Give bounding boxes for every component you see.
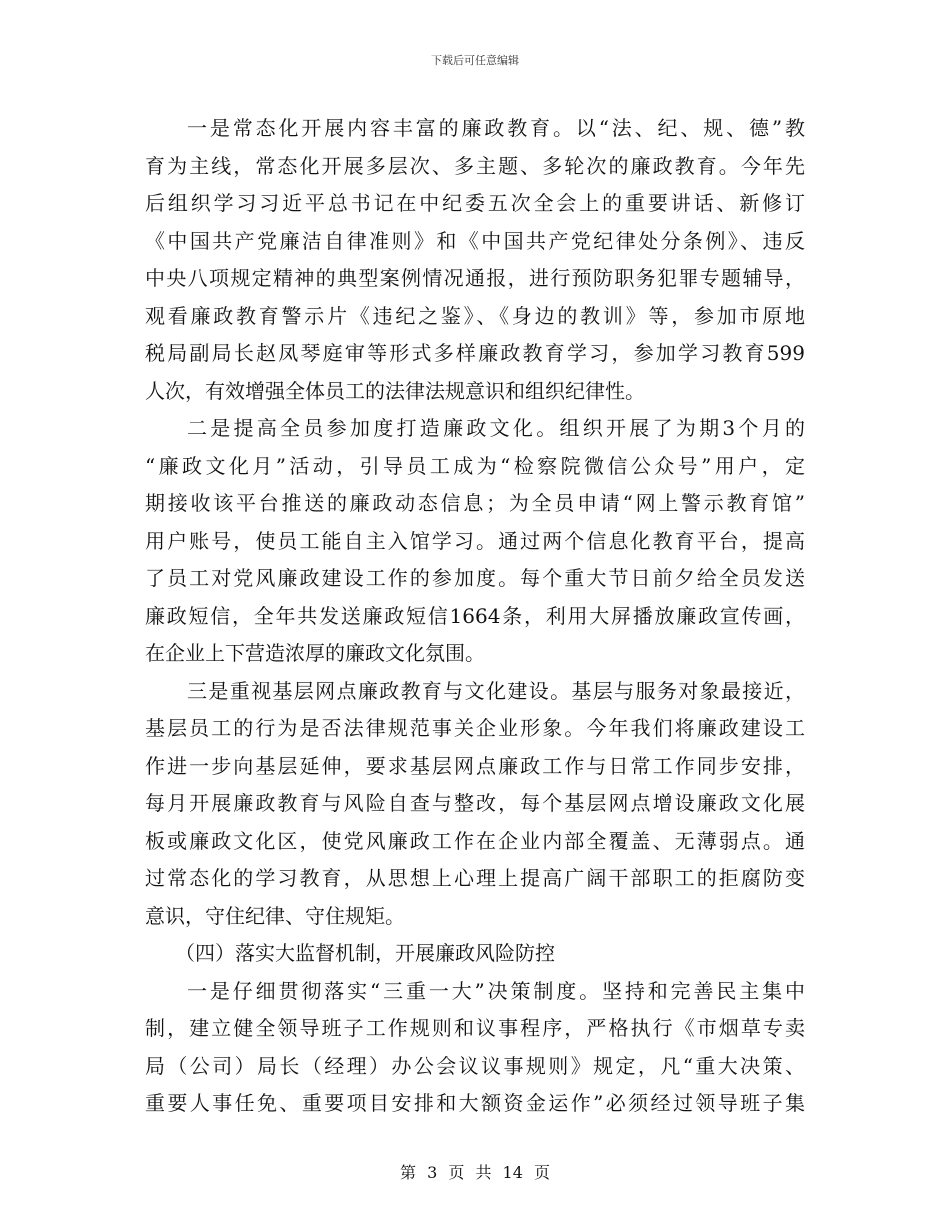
text-line: 用户账号，使员工能自主入馆学习。通过两个信息化教育平台，提高 (145, 528, 805, 553)
text-line: 作进一步向基层延伸，要求基层网点廉政工作与日常工作同步安排， (145, 753, 805, 778)
page-header: 下载后可任意编辑 (431, 54, 519, 67)
text-line: 一是常态化开展内容丰富的廉政教育。以“法、纪、规、德”教 (187, 116, 805, 140)
page-number: 第 3 页 共 14 页 (400, 1163, 550, 1182)
text-line: 重要人事任免、重要项目安排和大额资金运作”必须经过领导班子集 (145, 1091, 805, 1115)
text-line: 二是提高全员参加度打造廉政文化。组织开展了为期3个月的 (187, 416, 805, 440)
text-line: 税局副局长赵凤琴庭审等形式多样廉政教育学习，参加学习教育599 (145, 341, 805, 365)
text-line: 后组织学习习近平总书记在中纪委五次全会上的重要讲话、新修订 (145, 191, 805, 215)
text-line: 育为主线，常态化开展多层次、多主题、多轮次的廉政教育。今年先 (145, 153, 805, 178)
text-line: 观看廉政教育警示片《违纪之鉴》、《身边的教训》等，参加市原地 (145, 303, 805, 328)
text-line: 廉政短信，全年共发送廉政短信1664条，利用大屏播放廉政宣传画， (145, 603, 805, 628)
text-line: 基层员工的行为是否法律规范事关企业形象。今年我们将廉政建设工 (145, 716, 805, 740)
section-heading (145, 935, 805, 973)
text-line: （四）落实大监督机制，开展廉政风险防控 (175, 941, 555, 965)
text-line: 中央八项规定精神的典型案例情况通报，进行预防职务犯罪专题辅导， (145, 266, 805, 290)
text-line: 了员工对党风廉政建设工作的参加度。每个重大节日前夕给全员发送 (145, 566, 805, 590)
text-line: 制，建立健全领导班子工作规则和议事程序，严格执行《市烟草专卖 (145, 1016, 805, 1040)
text-line: 过常态化的学习教育，从思想上心理上提高广阔干部职工的拒腐防变 (145, 866, 805, 890)
paragraph (145, 673, 805, 936)
text-line: 期接收该平台推送的廉政动态信息；为全员申请“网上警示教育馆” (145, 491, 805, 515)
text-line: 三是重视基层网点廉政教育与文化建设。基层与服务对象最接近， (187, 678, 805, 703)
text-line: 在企业上下营造浓厚的廉政文化氛围。 (145, 641, 485, 665)
text-line: 板或廉政文化区，使党风廉政工作在企业内部全覆盖、无薄弱点。通 (145, 828, 805, 853)
paragraph (145, 110, 805, 410)
text-line: 意识，守住纪律、守住规矩。 (145, 903, 405, 928)
text-line: 一是仔细贯彻落实“三重一大”决策制度。坚持和完善民主集中 (187, 978, 805, 1003)
text-line: 局（公司）局长（经理）办公会议议事规则》规定，凡“重大决策、 (145, 1053, 805, 1078)
text-line: 每月开展廉政教育与风险自查与整改，每个基层网点增设廉政文化展 (145, 791, 805, 815)
text-line: “廉政文化月”活动，引导员工成为“检察院微信公众号”用户，定 (145, 453, 805, 478)
text-line: 《中国共产党廉洁自律准则》和《中国共产党纪律处分条例》、违反 (145, 228, 805, 253)
paragraph (145, 973, 805, 1123)
text-line: 人次，有效增强全体员工的法律法规意识和组织纪律性。 (145, 378, 645, 403)
paragraph (145, 410, 805, 673)
document-body (145, 110, 805, 1123)
